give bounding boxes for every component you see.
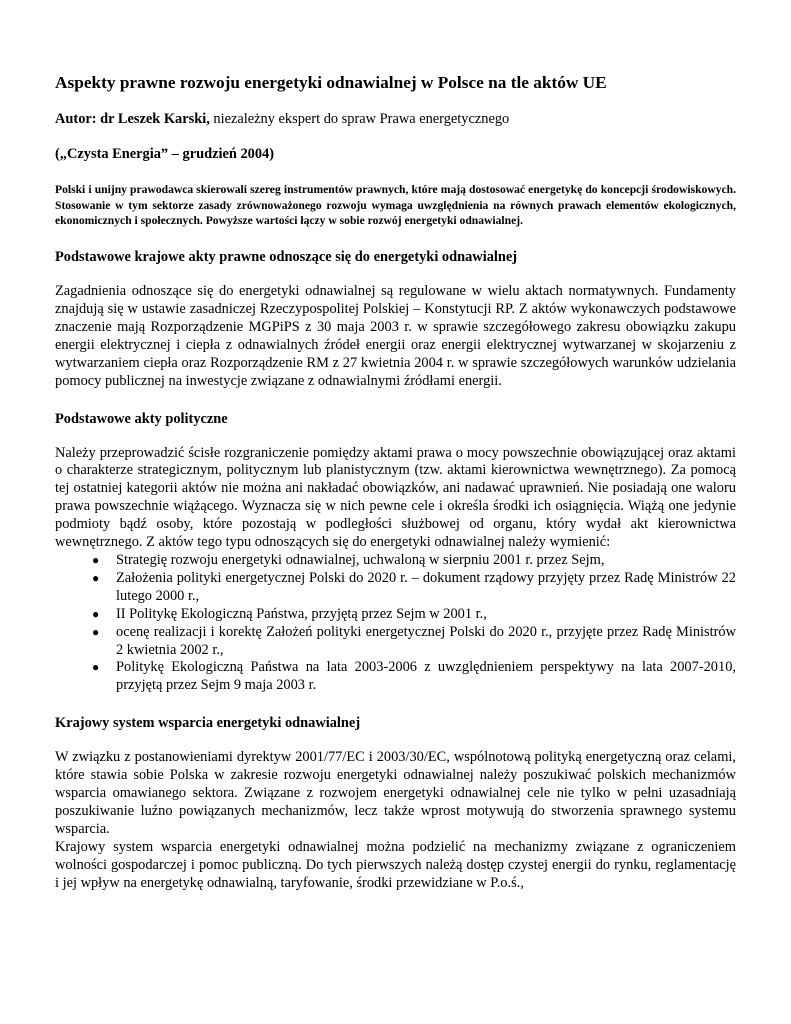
paragraph: Zagadnienia odnoszące się do energetyki odnawialnej są regulowane w wielu aktach normatywnych. Fundamenty znajdują się w ustawie zasadniczej Rzeczypospolitej Polskiej – Konstytucji RP. Z aktów wykonawczych podstawowe znaczenie mają Rozporządzenie MGPiPS z 30 maja 2003 r. w sprawie szczegółowego zakresu obowiązku zakupu energii elektrycznej i ciepła z odnawialnych źródeł energii oraz energii elektrycznej wytwarzanej w skojarzeniu z wytwarzaniem ciepła oraz Rozporządzenie RM z 27 kwietnia 2004 r. w sprawie szczegółowych warunków udzielania pomocy publicznej na inwestycje związane z odnawialnymi źródłami energii.: [55, 283, 736, 389]
document-page: [55, 72, 736, 892]
section-heading: Podstawowe akty polityczne: [55, 410, 228, 427]
author-line: [55, 110, 736, 128]
paragraph: Krajowy system wsparcia energetyki odnawialnej można podzielić na mechanizmy związane z ograniczeniem wolności gospodarczej i pomoc publiczną. Do tych pierwszych należą dostęp czystej energii do rynku, reglamentację i jej wpływ na energetykę odnawialną, taryfowanie, środki przewidziane w P.o.ś.,: [55, 838, 736, 891]
author-label: Autor: dr Leszek Karski,: [55, 111, 210, 127]
bullet-icon: ●: [92, 606, 100, 621]
bullet-icon: ●: [92, 660, 100, 675]
list-item-text: Politykę Ekologiczną Państwa na lata 2003-2006 z uwzględnieniem perspektywy na lata 2007-2010, przyjętą przez Sejm 9 maja 2003 r.: [116, 659, 736, 694]
list-item-text: Założenia polityki energetycznej Polski do 2020 r. – dokument rządowy przyjęty przez Radę Ministrów 22 lutego 2000 r.,: [116, 569, 736, 604]
document-title: Aspekty prawne rozwoju energetyki odnawialnej w Polsce na tle aktów UE: [55, 73, 607, 92]
list-item: [92, 623, 736, 660]
list-item: [92, 569, 736, 606]
list-item-text: Strategię rozwoju energetyki odnawialnej, uchwaloną w sierpniu 2001 r. przez Sejm,: [116, 551, 605, 568]
list-item-text: II Politykę Ekologiczną Państwa, przyjętą przez Sejm w 2001 r.,: [116, 605, 487, 622]
list-item: [92, 605, 736, 624]
bullet-icon: ●: [92, 624, 100, 639]
abstract: Polski i unijny prawodawca skierowali szereg instrumentów prawnych, które mają dostosować energetykę do koncepcji środowiskowych. Stosowanie w tym sektorze zasady zrównoważonego rozwoju wymaga uwzględnienia na równych prawach elementów ekologicznych, ekonomicznych i społecznych. Powyższe wartości łączy w sobie rozwój energetyki odnawialnej.: [55, 183, 736, 228]
list-item: [92, 551, 736, 570]
author-description: niezależny ekspert do spraw Prawa energetycznego: [209, 111, 510, 127]
list-item-text: ocenę realizacji i korektę Założeń polityki energetycznej Polski do 2020 r., przyjęte przez Radę Ministrów 2 kwietnia 2002 r.,: [116, 623, 736, 658]
bullet-list: [55, 552, 736, 695]
bullet-icon: ●: [92, 552, 100, 567]
paragraph: W związku z postanowieniami dyrektyw 2001/77/EC i 2003/30/EC, wspólnotową polityką energetyczną oraz celami, które stawia sobie Polska w zakresie rozwoju energetyki odnawialnej należy poszukiwać polskich mechanizmów wsparcia omawianego sektora. Związane z rozwojem energetyki odnawialnej cele nie tylko w pełni uzasadniają poszukiwanie luźno powiązanych mechanizmów, lecz także wprost motywują do stworzenia sprawnego systemu wsparcia.: [55, 749, 736, 837]
list-item: [92, 659, 736, 695]
section-heading: Podstawowe krajowe akty prawne odnoszące się do energetyki odnawialnej: [55, 249, 518, 266]
section-heading: Krajowy system wsparcia energetyki odnawialnej: [55, 715, 361, 732]
paragraph: Należy przeprowadzić ścisłe rozgraniczenie pomiędzy aktami prawa o mocy powszechnie obowiązującej oraz aktami o charakterze strategicznym, politycznym lub planistycznym (tzw. aktami kierownictwa wewnętrznego). Za pomocą tej ostatniej kategorii aktów nie można ani nakładać obowiązków, ani nadawać uprawnień. Nie posiadają one waloru prawa powszechnie wiążącego. Wyznacza się w nich pewne cele i określa środki ich osiągnięcia. Wiążą one jedynie podmioty bądź osoby, które pozostają w podległości służbowej od organu, który wydał akt kierownictwa wewnętrznego. Z aktów tego typu odnoszących się do energetyki odnawialnej należy wymienić:: [55, 444, 736, 551]
source-line: („Czysta Energia” – grudzień 2004): [55, 146, 275, 162]
bullet-icon: ●: [92, 570, 100, 585]
